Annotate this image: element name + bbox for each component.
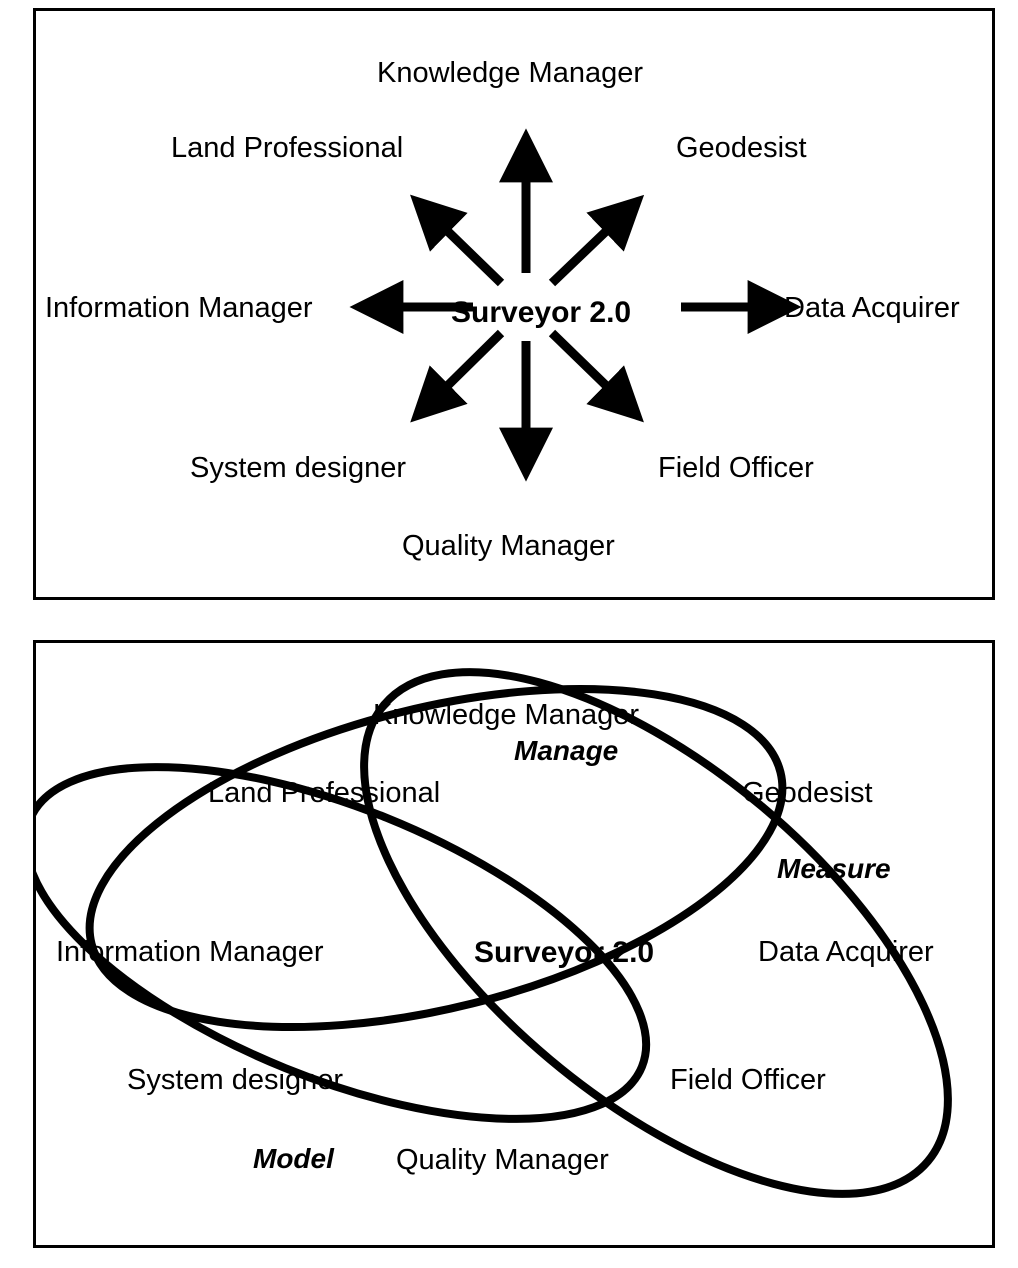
star-label-geodesist: Geodesist: [676, 132, 807, 164]
star-center-label: Surveyor 2.0: [451, 296, 632, 329]
star-label-system-designer: System designer: [190, 452, 406, 484]
venn-group-label-model: Model: [253, 1143, 334, 1174]
venn-label-knowledge-manager: Knowledge Manager: [373, 699, 640, 731]
venn-label-land-professional: Land Professional: [208, 777, 441, 809]
venn-label-information-manager: Information Manager: [56, 936, 324, 968]
venn-center-label: Surveyor 2.0: [474, 936, 655, 969]
venn-label-field-officer: Field Officer: [670, 1064, 826, 1096]
star-diagram-panel: [33, 8, 995, 600]
star-label-quality-manager: Quality Manager: [402, 530, 615, 562]
venn-group-label-measure: Measure: [777, 853, 891, 884]
star-label-information-manager: Information Manager: [45, 292, 313, 324]
venn-group-label-manage: Manage: [514, 735, 619, 766]
venn-label-geodesist: Geodesist: [742, 777, 873, 809]
star-label-field-officer: Field Officer: [658, 452, 814, 484]
star-label-data-acquirer: Data Acquirer: [784, 292, 960, 324]
venn-label-data-acquirer: Data Acquirer: [758, 936, 934, 968]
venn-label-system-designer: System designer: [127, 1064, 343, 1096]
star-label-land-professional: Land Professional: [171, 132, 404, 164]
venn-label-quality-manager: Quality Manager: [396, 1144, 609, 1176]
star-label-knowledge-manager: Knowledge Manager: [377, 57, 644, 89]
venn-diagram-panel: [33, 640, 995, 1248]
